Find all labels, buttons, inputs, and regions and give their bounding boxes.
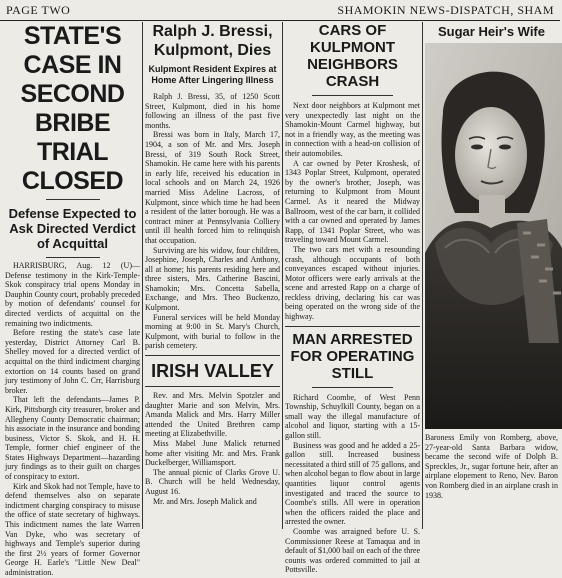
paragraph: Business was good and he added a 25-gallon still. Increased business necessitated a third still of 75 gallons, and when alcohol began to flow about in large quantities liquor control agents investigated and traced the source to Coombe's stills. All were in operation when the officers raided the place and arrested the owner. xyxy=(285,440,420,527)
paragraph: That left the defendants—James P. Kirk, Pittsburgh city treasurer, broker and Allegheny County Democratic chairman; his associate in the insurance and bonding business, Victor S. Skok, and H. H. Temple, former chief engineer of the States Highways Department—hazarding jury findings as to their guilt on charges of conspiracy to extort. xyxy=(5,395,140,482)
paragraph: Bressi was born in Italy, March 17, 1904, a son of Mr. and Mrs. Joseph Bressi, of 319 South Rock Street, Shamokin. He came here with his parents in early life, received his education in local schools and on March 24, 1926 married Miss Adeline Lacross, of Kulpmont, since which time he had been a resident of the latter borough. He was a contract miner at Pennsylvania Colliery until ill health forced him to relinquish that occupation. xyxy=(145,130,280,245)
paragraph: Funeral services will be held Monday morning at 9:00 in St. Mary's Church, Kulpmont, with burial to follow in the parish cemetery. xyxy=(145,312,280,351)
paragraph: Kirk and Skok had not Temple, have to defend themselves also on separate indictment charging conspiracy to misuse the office of state secretary of highways. This indictment names the late Warren Van Dyke, who was secretary of highways and Temple's superior during the first 2½ years of former Governor George H. Earle's "Little New Deal" administration. xyxy=(5,481,140,577)
page-header xyxy=(0,0,560,21)
column-rule xyxy=(282,22,283,529)
headline-man-arrested: MAN ARRESTED FOR OPERATING STILL xyxy=(290,330,415,382)
paragraph: Ralph J. Bressi, 35, of 1250 Scott Street, Kulpmont, died in his home following an illness of the past five months. xyxy=(145,92,280,130)
divider xyxy=(46,257,100,258)
divider xyxy=(312,387,393,388)
paragraph: A car owned by Peter Kroshesk, of 1343 Poplar Street, Kulpmont, operated by the owner's brother, Joseph, was returning to Kulpmont from Mount Carmel. As it neared the Midway Ballroom, west of the car barn, it collided with a car owned and operated by James Rapp, of 1341 Poplar Street, who was traveling toward Mount Carmel. xyxy=(285,158,420,245)
article-man-arrested xyxy=(285,393,420,575)
column-rule xyxy=(422,22,423,529)
paper-name: SHAMOKIN NEWS-DISPATCH, SHAM xyxy=(337,3,554,17)
column-rule xyxy=(142,22,143,529)
paragraph: The two cars met with a resounding crash, although occupants of both conveyances escaped without injuries. Motor officers were early arrivals at the scene and arrested Rapp on a charge of reckless driving, declaring his car was being operated on the wrong side of the highway. xyxy=(285,244,420,322)
article-cars-crash xyxy=(285,101,420,322)
divider xyxy=(145,355,280,356)
page-label: PAGE TWO xyxy=(6,3,71,17)
column-4 xyxy=(425,22,558,527)
divider xyxy=(312,95,393,96)
headline-bressi: Ralph J. Bressi, Kulpmont, Dies xyxy=(152,23,273,59)
portrait-photo-image xyxy=(425,43,562,429)
article-bribe-trial xyxy=(5,261,140,578)
paragraph: Next door neighbors at Kulpmont met very unexpectedly last night on the Shamokin-Mount Carmel highway, but not in a friendly way, as the meeting was in connection with a head-on collision of their automobiles. xyxy=(285,101,420,158)
headline-irish-valley: IRISH VALLEY xyxy=(151,361,274,382)
headline-bribe-trial: STATE'S CASE IN SECOND BRIBE TRIAL CLOSED xyxy=(20,22,125,195)
paragraph: Miss Mabel June Malick returned home after visiting Mr. and Mrs. Frank Duckelberger, Williamsport. xyxy=(145,439,280,468)
deck-bribe-trial: Defense Expected to Ask Directed Verdict of Acquittal xyxy=(8,206,137,251)
article-irish-valley xyxy=(145,391,280,506)
column-3 xyxy=(285,22,420,575)
divider xyxy=(285,326,420,327)
paragraph: The annual picnic of Clarks Grove U. B. Church will be held Wednesday, August 16. xyxy=(145,467,280,496)
paragraph: Surviving are his widow, four children, Josephine, Joseph, Charles and Anthony, all at home; his parents residing here and three sisters, Mrs. Catherine Bascini, Shamokin; Mrs. Concetta Sabella, Exchange, and Mrs. Theo Buckenzo, Kulpmont. xyxy=(145,245,280,313)
paragraph: Coombe was arraigned before U. S. Commissioner Reese at Tamaqua and in default of $1,000 bail on each of the three counts was ordered committed to jail at Pottsville. xyxy=(285,526,420,575)
photo-caption: Baroness Emily von Romberg, above, 27-year-old Santa Barbara widow, became the second wife of Dolph B. Spreckles, Jr., sugar fortune heir, after an airplane elopement to Reno, Nev. Baron von Romberg died in an airplane crash in 1938. xyxy=(425,433,558,500)
photo-headline: Sugar Heir's Wife xyxy=(437,24,545,39)
deck-bressi: Kulpmont Resident Expires at Home After Lingering Illness xyxy=(148,64,277,85)
article-bressi xyxy=(145,92,280,351)
paragraph: Rev. and Mrs. Melvin Spotzler and daughter Marie and son Melvin, Mrs. Amanda Malick and Mrs. Harry Miller attended the United Brethren camp meeting at Elizabethville. xyxy=(145,391,280,439)
divider xyxy=(145,386,280,387)
column-2 xyxy=(145,22,280,527)
paragraph: Mr. and Mrs. Joseph Malick and xyxy=(153,496,257,506)
paragraph: HARRISBURG, Aug. 12 (U)—Defense testimony in the Kirk-Temple-Skok conspiracy trial opens Monday in Dauphin County court, probably preceded by motion of defendants' counsel for directed verdicts of acquittal on the remaining two indictments. xyxy=(5,261,140,328)
paragraph: Richard Coombe, of West Penn Township, Schuylkill County, began on a small way the illegal manufacture of alcohol and liquor, starting with a 15-gallon still. xyxy=(285,392,420,441)
column-1 xyxy=(5,22,140,577)
divider xyxy=(46,199,100,200)
headline-cars-crash: CARS OF KULPMONT NEIGHBORS CRASH xyxy=(307,22,398,90)
portrait-photo xyxy=(425,43,562,429)
paragraph: Before resting the state's case late yesterday, District Attorney Carl B. Shelley moved for a directed verdict of acquittal on the third indictment charging extortion on 14 counts based on grand jury testimony of John C. Crr, Harrisburg broker. xyxy=(5,328,140,395)
